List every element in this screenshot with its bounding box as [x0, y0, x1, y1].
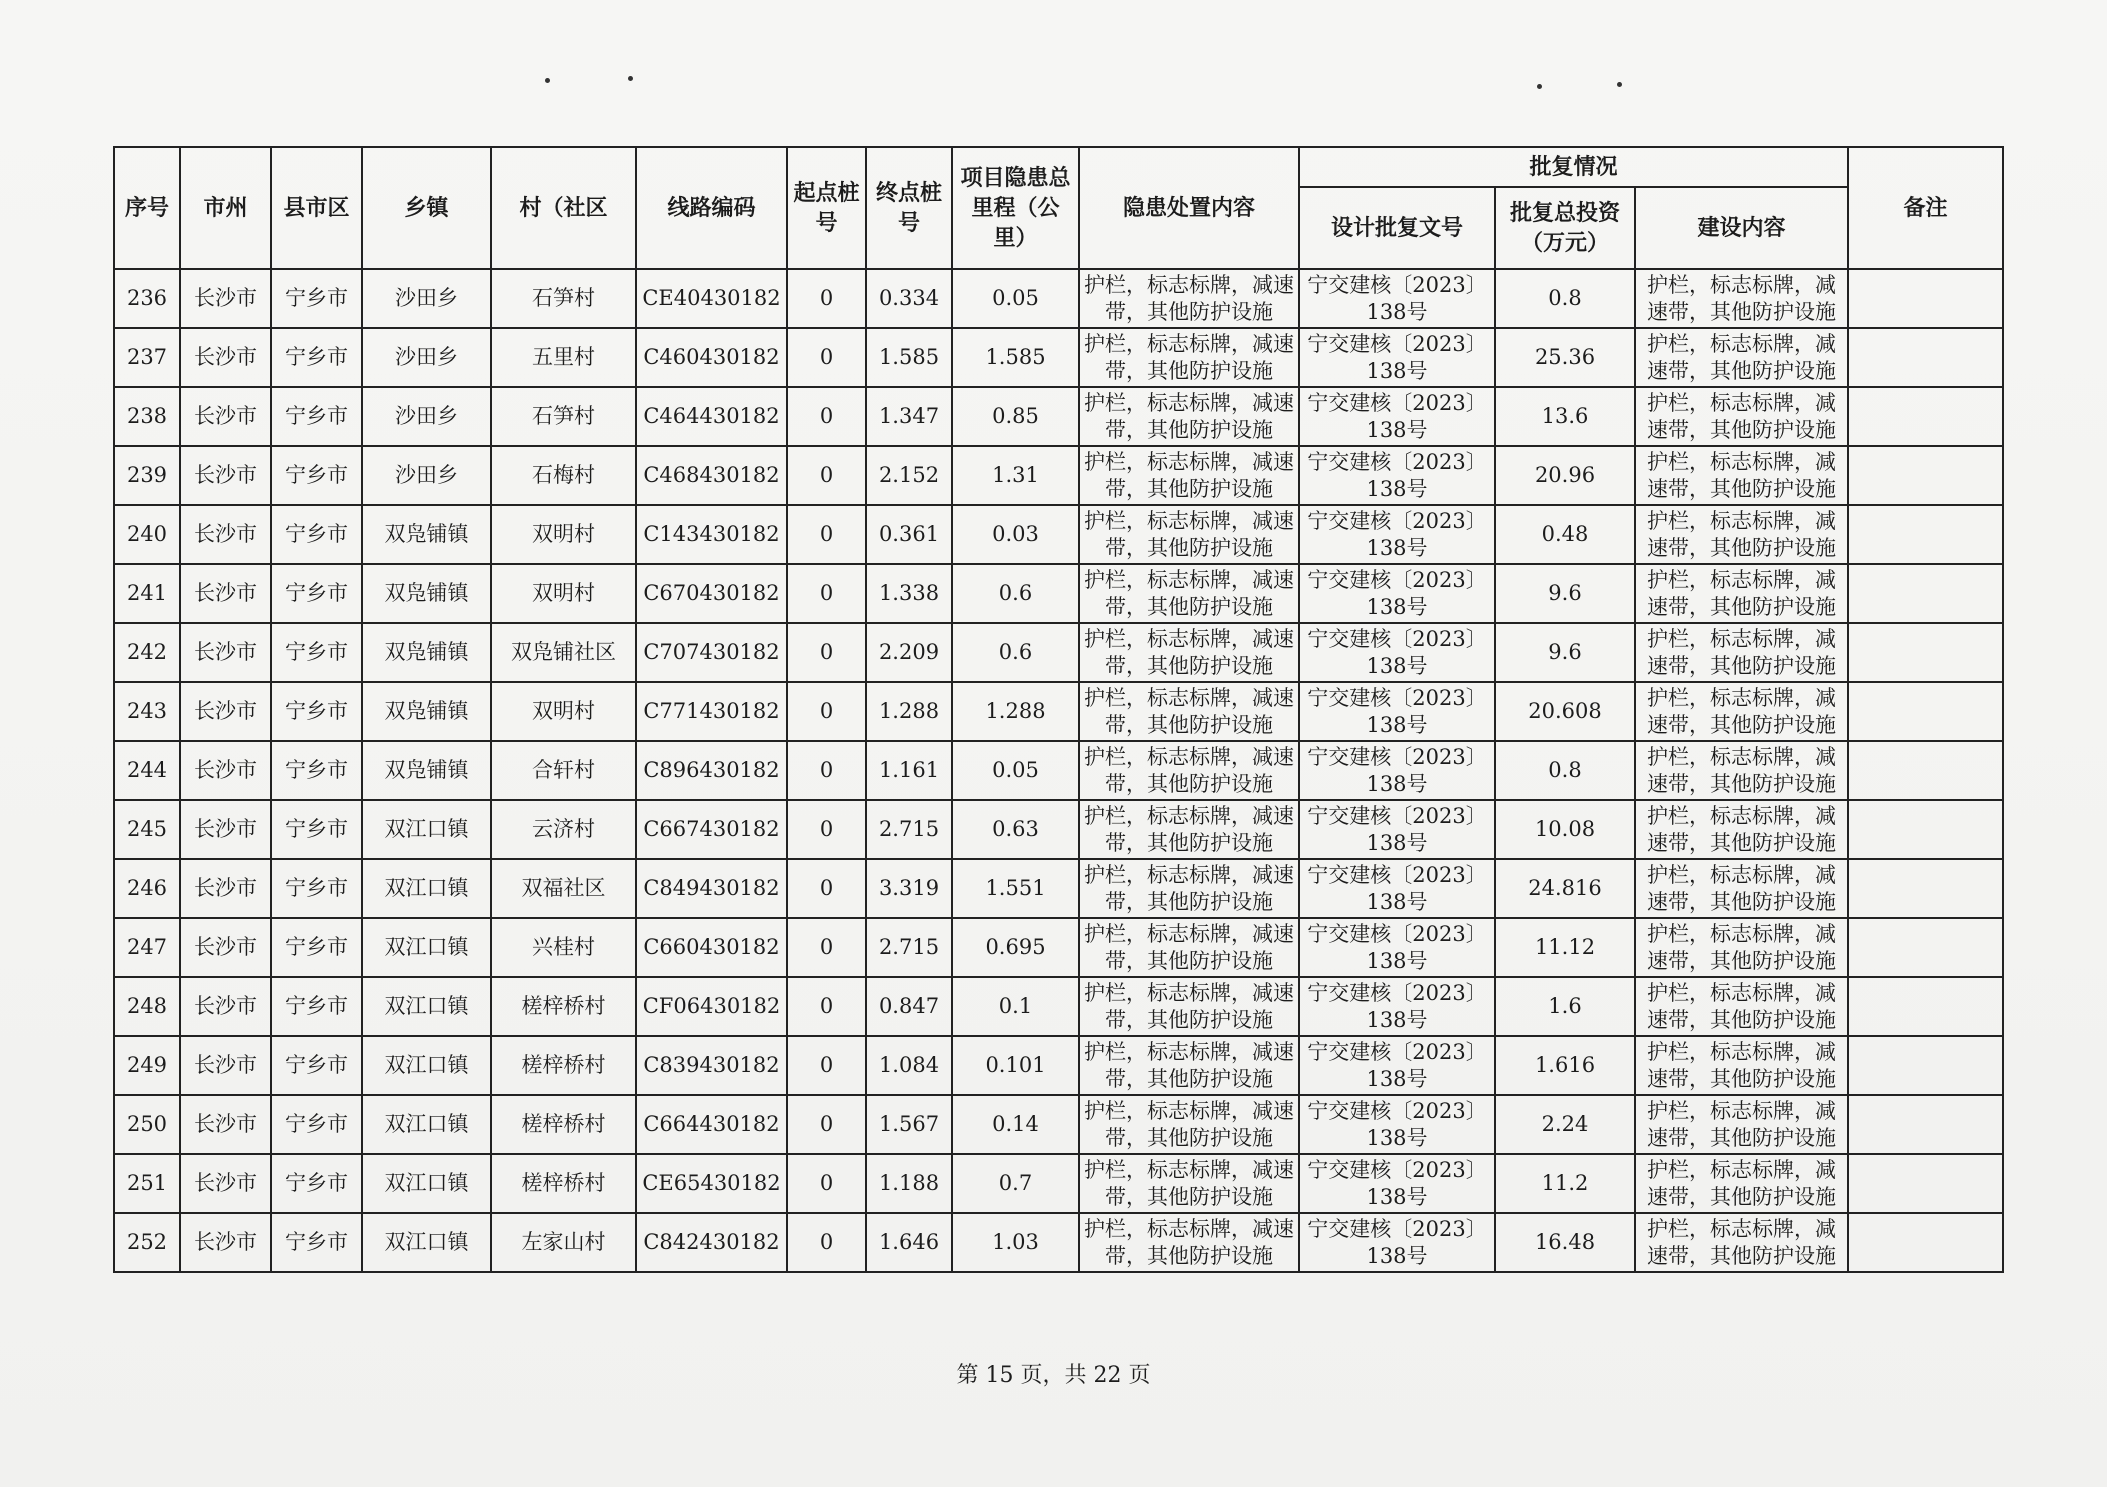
- cell-start-stake: 0: [787, 328, 866, 387]
- header-end-stake: 终点桩号: [866, 147, 952, 269]
- cell-city: 长沙市: [180, 682, 271, 741]
- cell-mileage: 0.6: [952, 564, 1079, 623]
- header-construction: 建设内容: [1635, 187, 1848, 269]
- cell-seq: 247: [114, 918, 180, 977]
- cell-construction: 护栏，标志标牌，减速带，其他防护设施: [1635, 328, 1848, 387]
- cell-city: 长沙市: [180, 1095, 271, 1154]
- cell-remark: [1848, 741, 2003, 800]
- cell-mileage: 0.14: [952, 1095, 1079, 1154]
- cell-start-stake: 0: [787, 505, 866, 564]
- cell-mileage: 0.101: [952, 1036, 1079, 1095]
- cell-mileage: 0.05: [952, 269, 1079, 328]
- cell-county: 宁乡市: [271, 269, 362, 328]
- cell-investment: 25.36: [1495, 328, 1635, 387]
- cell-village: 槎梓桥村: [491, 1095, 636, 1154]
- cell-city: 长沙市: [180, 741, 271, 800]
- header-mileage: 项目隐患总里程（公里）: [952, 147, 1079, 269]
- cell-end-stake: 2.209: [866, 623, 952, 682]
- cell-town: 沙田乡: [362, 269, 491, 328]
- cell-route-code: C664430182: [636, 1095, 787, 1154]
- cell-investment: 1.616: [1495, 1036, 1635, 1095]
- cell-approval-doc: 宁交建核〔2023〕138号: [1299, 800, 1495, 859]
- cell-city: 长沙市: [180, 800, 271, 859]
- cell-route-code: C842430182: [636, 1213, 787, 1272]
- cell-seq: 246: [114, 859, 180, 918]
- cell-end-stake: 1.338: [866, 564, 952, 623]
- cell-route-code: C460430182: [636, 328, 787, 387]
- table-row: [114, 328, 2003, 387]
- cell-route-code: CF06430182: [636, 977, 787, 1036]
- cell-investment: 10.08: [1495, 800, 1635, 859]
- cell-route-code: C464430182: [636, 387, 787, 446]
- cell-measure: 护栏，标志标牌，减速带，其他防护设施: [1079, 800, 1299, 859]
- cell-end-stake: 2.152: [866, 446, 952, 505]
- cell-town: 双江口镇: [362, 859, 491, 918]
- cell-county: 宁乡市: [271, 1036, 362, 1095]
- cell-investment: 9.6: [1495, 564, 1635, 623]
- cell-end-stake: 3.319: [866, 859, 952, 918]
- table-row: [114, 741, 2003, 800]
- cell-measure: 护栏，标志标牌，减速带，其他防护设施: [1079, 741, 1299, 800]
- cell-village: 双明村: [491, 682, 636, 741]
- cell-investment: 20.608: [1495, 682, 1635, 741]
- cell-town: 双凫铺镇: [362, 623, 491, 682]
- cell-town: 双凫铺镇: [362, 564, 491, 623]
- cell-remark: [1848, 1154, 2003, 1213]
- cell-county: 宁乡市: [271, 682, 362, 741]
- cell-seq: 238: [114, 387, 180, 446]
- cell-route-code: C670430182: [636, 564, 787, 623]
- cell-route-code: C839430182: [636, 1036, 787, 1095]
- cell-village: 合轩村: [491, 741, 636, 800]
- cell-town: 沙田乡: [362, 446, 491, 505]
- cell-mileage: 0.05: [952, 741, 1079, 800]
- table-header-row: [114, 147, 2003, 187]
- cell-seq: 236: [114, 269, 180, 328]
- cell-approval-doc: 宁交建核〔2023〕138号: [1299, 328, 1495, 387]
- cell-town: 双江口镇: [362, 918, 491, 977]
- cell-remark: [1848, 800, 2003, 859]
- cell-approval-doc: 宁交建核〔2023〕138号: [1299, 977, 1495, 1036]
- cell-mileage: 1.551: [952, 859, 1079, 918]
- cell-mileage: 1.31: [952, 446, 1079, 505]
- header-measure: 隐患处置内容: [1079, 147, 1299, 269]
- cell-town: 双凫铺镇: [362, 741, 491, 800]
- table-row: [114, 1036, 2003, 1095]
- table-body: [114, 269, 2003, 1272]
- cell-mileage: 0.03: [952, 505, 1079, 564]
- cell-construction: 护栏，标志标牌，减速带，其他防护设施: [1635, 918, 1848, 977]
- scan-speck: [1617, 82, 1622, 87]
- cell-investment: 24.816: [1495, 859, 1635, 918]
- cell-approval-doc: 宁交建核〔2023〕138号: [1299, 1154, 1495, 1213]
- cell-approval-doc: 宁交建核〔2023〕138号: [1299, 505, 1495, 564]
- header-investment: 批复总投资（万元）: [1495, 187, 1635, 269]
- cell-remark: [1848, 1095, 2003, 1154]
- cell-construction: 护栏，标志标牌，减速带，其他防护设施: [1635, 1095, 1848, 1154]
- header-remark: 备注: [1848, 147, 2003, 269]
- table-row: [114, 446, 2003, 505]
- cell-city: 长沙市: [180, 505, 271, 564]
- cell-measure: 护栏，标志标牌，减速带，其他防护设施: [1079, 859, 1299, 918]
- cell-measure: 护栏，标志标牌，减速带，其他防护设施: [1079, 269, 1299, 328]
- header-town: 乡镇: [362, 147, 491, 269]
- cell-county: 宁乡市: [271, 977, 362, 1036]
- cell-approval-doc: 宁交建核〔2023〕138号: [1299, 741, 1495, 800]
- cell-investment: 9.6: [1495, 623, 1635, 682]
- cell-village: 石笋村: [491, 387, 636, 446]
- cell-measure: 护栏，标志标牌，减速带，其他防护设施: [1079, 1154, 1299, 1213]
- cell-approval-doc: 宁交建核〔2023〕138号: [1299, 918, 1495, 977]
- cell-town: 沙田乡: [362, 328, 491, 387]
- cell-village: 槎梓桥村: [491, 1036, 636, 1095]
- cell-remark: [1848, 505, 2003, 564]
- table-row: [114, 977, 2003, 1036]
- cell-start-stake: 0: [787, 623, 866, 682]
- cell-seq: 248: [114, 977, 180, 1036]
- cell-end-stake: 1.347: [866, 387, 952, 446]
- table-row: [114, 623, 2003, 682]
- cell-start-stake: 0: [787, 741, 866, 800]
- table-row: [114, 1095, 2003, 1154]
- cell-end-stake: 0.334: [866, 269, 952, 328]
- cell-mileage: 1.03: [952, 1213, 1079, 1272]
- cell-remark: [1848, 682, 2003, 741]
- cell-construction: 护栏，标志标牌，减速带，其他防护设施: [1635, 505, 1848, 564]
- cell-route-code: CE65430182: [636, 1154, 787, 1213]
- cell-end-stake: 1.084: [866, 1036, 952, 1095]
- cell-investment: 1.6: [1495, 977, 1635, 1036]
- cell-remark: [1848, 446, 2003, 505]
- cell-start-stake: 0: [787, 446, 866, 505]
- cell-end-stake: 1.567: [866, 1095, 952, 1154]
- cell-mileage: 1.288: [952, 682, 1079, 741]
- table-row: [114, 1154, 2003, 1213]
- cell-seq: 239: [114, 446, 180, 505]
- cell-start-stake: 0: [787, 1213, 866, 1272]
- cell-remark: [1848, 328, 2003, 387]
- cell-town: 双凫铺镇: [362, 505, 491, 564]
- cell-investment: 20.96: [1495, 446, 1635, 505]
- cell-seq: 244: [114, 741, 180, 800]
- cell-route-code: C896430182: [636, 741, 787, 800]
- cell-village: 双福社区: [491, 859, 636, 918]
- cell-seq: 242: [114, 623, 180, 682]
- cell-route-code: C660430182: [636, 918, 787, 977]
- cell-county: 宁乡市: [271, 800, 362, 859]
- cell-village: 槎梓桥村: [491, 977, 636, 1036]
- header-city: 市州: [180, 147, 271, 269]
- cell-mileage: 0.85: [952, 387, 1079, 446]
- cell-end-stake: 1.646: [866, 1213, 952, 1272]
- header-seq: 序号: [114, 147, 180, 269]
- cell-route-code: C468430182: [636, 446, 787, 505]
- cell-seq: 250: [114, 1095, 180, 1154]
- cell-county: 宁乡市: [271, 1154, 362, 1213]
- cell-route-code: C849430182: [636, 859, 787, 918]
- cell-route-code: C667430182: [636, 800, 787, 859]
- cell-construction: 护栏，标志标牌，减速带，其他防护设施: [1635, 800, 1848, 859]
- header-approval-group: 批复情况: [1299, 147, 1848, 187]
- cell-construction: 护栏，标志标牌，减速带，其他防护设施: [1635, 1154, 1848, 1213]
- cell-village: 五里村: [491, 328, 636, 387]
- cell-county: 宁乡市: [271, 859, 362, 918]
- cell-construction: 护栏，标志标牌，减速带，其他防护设施: [1635, 1213, 1848, 1272]
- table-row: [114, 564, 2003, 623]
- cell-town: 双江口镇: [362, 1154, 491, 1213]
- cell-investment: 11.12: [1495, 918, 1635, 977]
- cell-seq: 237: [114, 328, 180, 387]
- cell-construction: 护栏，标志标牌，减速带，其他防护设施: [1635, 859, 1848, 918]
- cell-approval-doc: 宁交建核〔2023〕138号: [1299, 1213, 1495, 1272]
- scan-speck: [1537, 84, 1542, 89]
- cell-town: 双江口镇: [362, 1213, 491, 1272]
- cell-start-stake: 0: [787, 800, 866, 859]
- cell-measure: 护栏，标志标牌，减速带，其他防护设施: [1079, 977, 1299, 1036]
- cell-route-code: C707430182: [636, 623, 787, 682]
- cell-approval-doc: 宁交建核〔2023〕138号: [1299, 623, 1495, 682]
- cell-village: 石笋村: [491, 269, 636, 328]
- cell-end-stake: 1.188: [866, 1154, 952, 1213]
- page-number: 第 15 页，共 22 页: [956, 1363, 1151, 1388]
- table-row: [114, 859, 2003, 918]
- cell-construction: 护栏，标志标牌，减速带，其他防护设施: [1635, 682, 1848, 741]
- cell-town: 沙田乡: [362, 387, 491, 446]
- cell-remark: [1848, 1213, 2003, 1272]
- cell-start-stake: 0: [787, 1036, 866, 1095]
- header-county: 县市区: [271, 147, 362, 269]
- cell-construction: 护栏，标志标牌，减速带，其他防护设施: [1635, 564, 1848, 623]
- cell-end-stake: 0.361: [866, 505, 952, 564]
- cell-city: 长沙市: [180, 328, 271, 387]
- cell-investment: 0.48: [1495, 505, 1635, 564]
- cell-construction: 护栏，标志标牌，减速带，其他防护设施: [1635, 741, 1848, 800]
- header-approval-doc: 设计批复文号: [1299, 187, 1495, 269]
- table-row: [114, 800, 2003, 859]
- cell-measure: 护栏，标志标牌，减速带，其他防护设施: [1079, 1213, 1299, 1272]
- header-route-code: 线路编码: [636, 147, 787, 269]
- cell-approval-doc: 宁交建核〔2023〕138号: [1299, 269, 1495, 328]
- table-row: [114, 682, 2003, 741]
- cell-remark: [1848, 859, 2003, 918]
- table-row: [114, 918, 2003, 977]
- cell-city: 长沙市: [180, 859, 271, 918]
- table-row: [114, 505, 2003, 564]
- cell-remark: [1848, 387, 2003, 446]
- cell-construction: 护栏，标志标牌，减速带，其他防护设施: [1635, 387, 1848, 446]
- cell-investment: 16.48: [1495, 1213, 1635, 1272]
- cell-town: 双江口镇: [362, 1036, 491, 1095]
- cell-route-code: C143430182: [636, 505, 787, 564]
- cell-construction: 护栏，标志标牌，减速带，其他防护设施: [1635, 446, 1848, 505]
- header-village: 村（社区: [491, 147, 636, 269]
- cell-investment: 2.24: [1495, 1095, 1635, 1154]
- cell-measure: 护栏，标志标牌，减速带，其他防护设施: [1079, 328, 1299, 387]
- scan-speck: [628, 76, 633, 81]
- cell-approval-doc: 宁交建核〔2023〕138号: [1299, 564, 1495, 623]
- cell-county: 宁乡市: [271, 1213, 362, 1272]
- cell-remark: [1848, 977, 2003, 1036]
- cell-city: 长沙市: [180, 564, 271, 623]
- cell-end-stake: 1.288: [866, 682, 952, 741]
- cell-end-stake: 0.847: [866, 977, 952, 1036]
- cell-remark: [1848, 269, 2003, 328]
- cell-village: 兴桂村: [491, 918, 636, 977]
- cell-measure: 护栏，标志标牌，减速带，其他防护设施: [1079, 505, 1299, 564]
- cell-remark: [1848, 1036, 2003, 1095]
- cell-seq: 251: [114, 1154, 180, 1213]
- cell-mileage: 1.585: [952, 328, 1079, 387]
- cell-measure: 护栏，标志标牌，减速带，其他防护设施: [1079, 623, 1299, 682]
- table-row: [114, 269, 2003, 328]
- cell-measure: 护栏，标志标牌，减速带，其他防护设施: [1079, 387, 1299, 446]
- cell-county: 宁乡市: [271, 446, 362, 505]
- cell-start-stake: 0: [787, 1154, 866, 1213]
- cell-start-stake: 0: [787, 682, 866, 741]
- cell-county: 宁乡市: [271, 328, 362, 387]
- cell-city: 长沙市: [180, 1213, 271, 1272]
- cell-investment: 13.6: [1495, 387, 1635, 446]
- cell-measure: 护栏，标志标牌，减速带，其他防护设施: [1079, 918, 1299, 977]
- cell-start-stake: 0: [787, 387, 866, 446]
- cell-approval-doc: 宁交建核〔2023〕138号: [1299, 1095, 1495, 1154]
- cell-city: 长沙市: [180, 623, 271, 682]
- cell-route-code: C771430182: [636, 682, 787, 741]
- cell-remark: [1848, 564, 2003, 623]
- cell-measure: 护栏，标志标牌，减速带，其他防护设施: [1079, 682, 1299, 741]
- cell-start-stake: 0: [787, 269, 866, 328]
- cell-mileage: 0.6: [952, 623, 1079, 682]
- table-row: [114, 387, 2003, 446]
- cell-village: 左家山村: [491, 1213, 636, 1272]
- cell-seq: 249: [114, 1036, 180, 1095]
- cell-investment: 11.2: [1495, 1154, 1635, 1213]
- cell-county: 宁乡市: [271, 387, 362, 446]
- cell-village: 双明村: [491, 564, 636, 623]
- cell-village: 云济村: [491, 800, 636, 859]
- cell-county: 宁乡市: [271, 918, 362, 977]
- cell-village: 槎梓桥村: [491, 1154, 636, 1213]
- cell-city: 长沙市: [180, 387, 271, 446]
- cell-construction: 护栏，标志标牌，减速带，其他防护设施: [1635, 623, 1848, 682]
- cell-county: 宁乡市: [271, 505, 362, 564]
- cell-end-stake: 1.585: [866, 328, 952, 387]
- cell-approval-doc: 宁交建核〔2023〕138号: [1299, 859, 1495, 918]
- cell-start-stake: 0: [787, 1095, 866, 1154]
- cell-end-stake: 2.715: [866, 800, 952, 859]
- cell-route-code: CE40430182: [636, 269, 787, 328]
- cell-investment: 0.8: [1495, 741, 1635, 800]
- cell-end-stake: 1.161: [866, 741, 952, 800]
- cell-city: 长沙市: [180, 977, 271, 1036]
- cell-seq: 243: [114, 682, 180, 741]
- cell-approval-doc: 宁交建核〔2023〕138号: [1299, 1036, 1495, 1095]
- cell-county: 宁乡市: [271, 741, 362, 800]
- cell-town: 双江口镇: [362, 1095, 491, 1154]
- cell-seq: 252: [114, 1213, 180, 1272]
- table-row: [114, 1213, 2003, 1272]
- cell-county: 宁乡市: [271, 623, 362, 682]
- cell-county: 宁乡市: [271, 1095, 362, 1154]
- cell-city: 长沙市: [180, 269, 271, 328]
- cell-village: 双明村: [491, 505, 636, 564]
- header-start-stake: 起点桩号: [787, 147, 866, 269]
- scan-speck: [545, 78, 550, 83]
- cell-measure: 护栏，标志标牌，减速带，其他防护设施: [1079, 564, 1299, 623]
- cell-city: 长沙市: [180, 1036, 271, 1095]
- cell-construction: 护栏，标志标牌，减速带，其他防护设施: [1635, 269, 1848, 328]
- cell-town: 双江口镇: [362, 977, 491, 1036]
- cell-start-stake: 0: [787, 918, 866, 977]
- cell-investment: 0.8: [1495, 269, 1635, 328]
- cell-town: 双凫铺镇: [362, 682, 491, 741]
- cell-city: 长沙市: [180, 1154, 271, 1213]
- cell-mileage: 0.1: [952, 977, 1079, 1036]
- cell-city: 长沙市: [180, 446, 271, 505]
- cell-mileage: 0.695: [952, 918, 1079, 977]
- cell-end-stake: 2.715: [866, 918, 952, 977]
- cell-start-stake: 0: [787, 859, 866, 918]
- cell-seq: 240: [114, 505, 180, 564]
- cell-construction: 护栏，标志标牌，减速带，其他防护设施: [1635, 977, 1848, 1036]
- cell-approval-doc: 宁交建核〔2023〕138号: [1299, 446, 1495, 505]
- cell-measure: 护栏，标志标牌，减速带，其他防护设施: [1079, 446, 1299, 505]
- cell-village: 双凫铺社区: [491, 623, 636, 682]
- cell-county: 宁乡市: [271, 564, 362, 623]
- cell-town: 双江口镇: [362, 800, 491, 859]
- cell-village: 石梅村: [491, 446, 636, 505]
- cell-start-stake: 0: [787, 977, 866, 1036]
- cell-remark: [1848, 918, 2003, 977]
- cell-mileage: 0.63: [952, 800, 1079, 859]
- cell-seq: 245: [114, 800, 180, 859]
- cell-seq: 241: [114, 564, 180, 623]
- cell-remark: [1848, 623, 2003, 682]
- cell-construction: 护栏，标志标牌，减速带，其他防护设施: [1635, 1036, 1848, 1095]
- cell-approval-doc: 宁交建核〔2023〕138号: [1299, 682, 1495, 741]
- cell-approval-doc: 宁交建核〔2023〕138号: [1299, 387, 1495, 446]
- cell-start-stake: 0: [787, 564, 866, 623]
- hazard-table: [113, 146, 2004, 1273]
- cell-measure: 护栏，标志标牌，减速带，其他防护设施: [1079, 1095, 1299, 1154]
- cell-mileage: 0.7: [952, 1154, 1079, 1213]
- cell-measure: 护栏，标志标牌，减速带，其他防护设施: [1079, 1036, 1299, 1095]
- cell-city: 长沙市: [180, 918, 271, 977]
